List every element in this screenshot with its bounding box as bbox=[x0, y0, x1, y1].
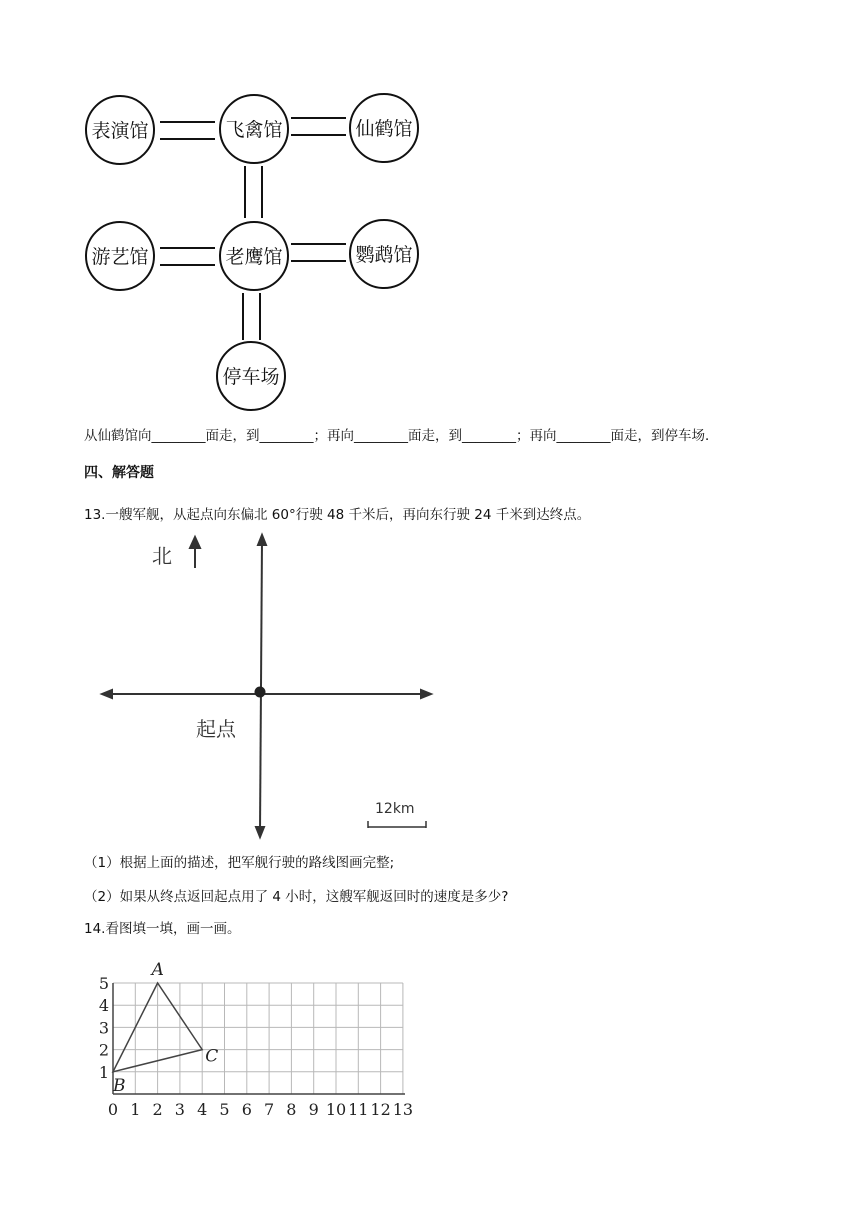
start-point-dot bbox=[255, 687, 266, 698]
axis-arrow-right bbox=[421, 690, 431, 698]
q14-text: 14.看图填一填，画一画。 bbox=[84, 921, 241, 937]
x-tick-label: 7 bbox=[264, 1100, 275, 1119]
start-label: 起点 bbox=[196, 717, 236, 741]
axis-arrow-down bbox=[256, 827, 264, 837]
north-arrow-head bbox=[190, 537, 200, 548]
label-eagle-hall: 老鹰馆 bbox=[225, 246, 283, 268]
label-crane-hall: 仙鹤馆 bbox=[355, 118, 413, 140]
q-text-3: ；再向 bbox=[313, 428, 354, 444]
north-south-axis bbox=[260, 540, 262, 832]
x-tick-label: 12 bbox=[370, 1100, 391, 1119]
blank-2[interactable]: ________ bbox=[259, 428, 314, 444]
x-tick-label: 3 bbox=[174, 1100, 185, 1119]
north-label: 北 bbox=[152, 544, 172, 568]
venue-question bbox=[84, 426, 719, 446]
axis-arrow-left bbox=[102, 690, 112, 698]
y-tick-label: 1 bbox=[98, 1062, 109, 1082]
x-tick-label: 13 bbox=[392, 1100, 414, 1119]
q-text-6: 面走，到停车场． bbox=[610, 428, 719, 444]
x-tick-label: 1 bbox=[130, 1100, 141, 1119]
q-text-2: 面走，到 bbox=[205, 428, 260, 444]
x-tick-label: 10 bbox=[325, 1100, 347, 1119]
blank-5[interactable]: ________ bbox=[556, 428, 611, 444]
q-text-1: 从仙鹤馆向 bbox=[84, 428, 152, 444]
axis-arrow-up bbox=[258, 535, 266, 545]
x-tick-label: 5 bbox=[219, 1100, 230, 1119]
x-tick-label: 4 bbox=[197, 1100, 208, 1119]
q13-sub2: （2）如果从终点返回起点用了 4 小时，这艘军舰返回时的速度是多少? bbox=[84, 889, 509, 905]
x-tick-label: 8 bbox=[286, 1100, 297, 1119]
x-tick-label: 11 bbox=[348, 1100, 369, 1119]
y-tick-label: 3 bbox=[98, 1018, 109, 1038]
y-tick-label: 2 bbox=[98, 1040, 109, 1060]
label-amusement-hall: 游艺馆 bbox=[91, 246, 149, 268]
x-tick-label: 6 bbox=[241, 1100, 252, 1119]
q13-direction-map bbox=[102, 535, 431, 837]
y-tick-label: 5 bbox=[98, 974, 109, 993]
point-label-a: A bbox=[151, 960, 164, 980]
grid-lines bbox=[113, 983, 403, 1094]
blank-1[interactable]: ________ bbox=[151, 428, 206, 444]
q-text-4: 面走，到 bbox=[408, 428, 462, 444]
x-tick-labels bbox=[108, 1100, 413, 1119]
label-bird-hall: 飞禽馆 bbox=[225, 119, 283, 141]
q-text-5: ；再向 bbox=[516, 428, 557, 444]
x-tick-label: 0 bbox=[107, 1100, 119, 1119]
label-parrot-hall: 鹦鹉馆 bbox=[355, 244, 413, 266]
grid-axes bbox=[113, 983, 405, 1094]
q13-sub1: （1）根据上面的描述，把军舰行驶的路线图画完整; bbox=[84, 855, 395, 871]
blank-3[interactable]: ________ bbox=[354, 428, 408, 444]
q14-coordinate-grid bbox=[99, 960, 413, 1119]
x-tick-label: 9 bbox=[308, 1100, 319, 1119]
y-tick-label: 4 bbox=[98, 996, 109, 1016]
label-performance-hall: 表演馆 bbox=[91, 120, 149, 142]
y-tick-labels bbox=[99, 974, 109, 1082]
scale-bar bbox=[368, 821, 426, 828]
point-label-c: C bbox=[205, 1046, 219, 1067]
scale-label: 12km bbox=[375, 801, 415, 817]
section-heading: 四、解答题 bbox=[84, 465, 154, 481]
blank-4[interactable]: ________ bbox=[462, 428, 516, 444]
q13-text: 13.一艘军舰，从起点向东偏北 60°行驶 48 千米后，再向东行驶 24 千米到达终点。 bbox=[84, 507, 591, 523]
x-tick-label: 2 bbox=[152, 1100, 163, 1119]
point-label-b: B bbox=[113, 1075, 126, 1096]
label-parking: 停车场 bbox=[222, 366, 280, 388]
